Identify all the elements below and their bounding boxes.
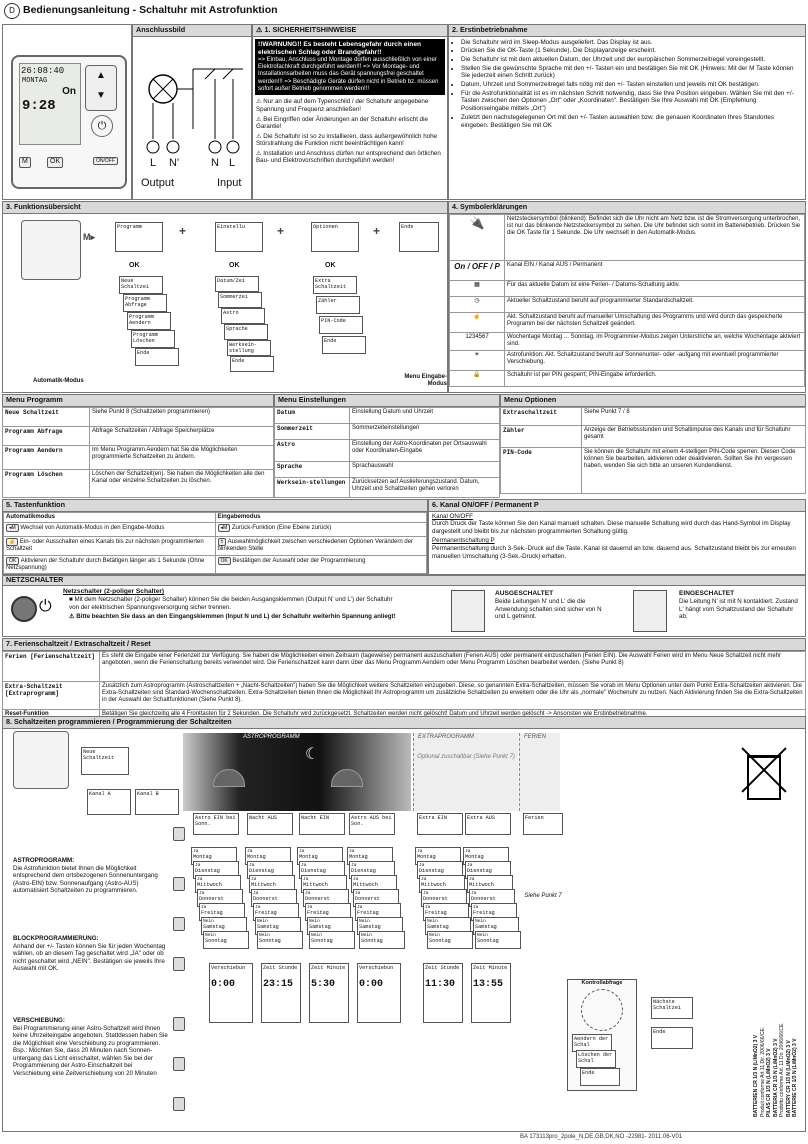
day-name: Sonntag bbox=[361, 938, 383, 945]
menu-optionen[interactable]: Optionen bbox=[311, 222, 359, 252]
loeschen-box[interactable]: Löschen der Schal bbox=[576, 1050, 616, 1068]
erst-list: • Die Schaltuhr wird im Sleep-Modus ausgeliefert. Das Display ist aus. • Drücken Sie die OK-Taste (1 Sekunde). Die Displayanzeige erscheint. • Die Schaltuhr ist mit dem aktuellen Datum, der Uhrzeit und der europäischen Sommerzeitregel voreingestellt. • Stellen Sie die gewünschte Sprache mit den +/- Tasten ein und bestätigen Sie mit OK (Hinweis: Mit der M Taste können Sie jederzeit einen Schritt zurück) • Datum, Uhrzeit und Sommerzeitregel falls nötig mit den +/- Tasten einstellen und jeweils mit OK bestätigen. • Für die Astrofunktionalität ist es im nächsten Schritt notwendig, dass Sie Ihre Position eingeben. Wählen Sie mit den +/- Tasten zwischen den Optionen „Ort" oder „Koordinaten". Bestätigen Sie Ihre Auswahl mit OK (Empfehlung Positionseingabe mittels „Ort") • Zuletzt den nachstegelegenen Ort mit den +/- Tasten auswahlen bzw. die genauen Koordinaten Ihres Standortes eingeben. Bestätigen Sie mit OK bbox=[449, 37, 805, 129]
kanal-text2: Permanentschaltung durch 3-Sek.-Druck auf die Taste. Kanal ist dauernd an bzw. dauernd aus. Schaltzustand bleibt bis zur erneuten manuellen Umschaltung (3-Sek.-Druck) erhalten. bbox=[432, 545, 796, 560]
block-head: BLOCKPROGRAMMIERUNG: bbox=[13, 935, 99, 942]
day-name: Donnerst bbox=[355, 896, 380, 903]
m-key-icon: ◂M bbox=[6, 524, 19, 532]
day-ja-label: Ja bbox=[349, 849, 355, 854]
day-ja-label: Nein bbox=[477, 933, 488, 938]
day-name: Sonntag bbox=[477, 938, 499, 945]
menu-einst-section: Menu Einstellungen Datum Einstellung Datum und Uhrzeit Sommerzeit Sommerzeiteinstellungen Astro Einstellung der Astro-Koordinaten per Ortsauswahl oder Koordinaten-Eingabe Sprache Sprachauswahl Werksein-stellungen Zurücksetzen auf Auslieferungszustand. Datum, Uhrzeit und Schaltzeiten gehen verloren bbox=[274, 394, 500, 498]
day-ja-label: Ja bbox=[425, 905, 431, 910]
day-box[interactable] bbox=[203, 931, 249, 949]
day-name: Samstag bbox=[257, 924, 279, 931]
day-name: Freitag bbox=[425, 910, 447, 917]
language-badge: D bbox=[4, 3, 20, 19]
day-name: Donnerst bbox=[253, 896, 278, 903]
day-name: Sonntag bbox=[205, 938, 227, 945]
astro-night-band bbox=[183, 733, 411, 811]
day-ja-label: Ja bbox=[197, 877, 203, 882]
astro-text: Die Astrofunktion bietet Ihnen die Möglichkeit entsprechend dem ortsbezogenen Sonnenuntergang (Astro-EIN) bzw. Sonnenaufgang (Astro-AUS) automatisiert Schaltzeiten zu programmieren. bbox=[13, 864, 158, 895]
battery-notes: BATTERIEN CR 1/3 N (LiMnO2) 3 V Produit conforme Art 11 Dir. 2006/66/CE. PILAS CR 1/3 N (LiMnO2) 3 V BATTERIA CR 1/3 N (LiMnO2) 3 V Prodotto conforme Art. 11 Dir. 2006/66/CE. BATTERY CR 1/3 N (LiMnO2) 3 V BATTERIE CR 1/3 N (LiMnO2) 3 V bbox=[753, 1022, 798, 1117]
kanal-b-box[interactable]: Kanal B bbox=[135, 789, 179, 815]
opt-item-2[interactable]: PIN-Code bbox=[319, 316, 363, 334]
day-ja-label: Ja bbox=[303, 877, 309, 882]
day-name: Sonntag bbox=[259, 938, 281, 945]
einst-item-1[interactable]: Sommerzei bbox=[218, 292, 262, 308]
power-icon: ⏻ bbox=[91, 115, 113, 137]
prog-item-4[interactable]: Ende bbox=[135, 348, 179, 366]
schaltzeiten-section bbox=[2, 716, 806, 1132]
opt-item-0[interactable]: Extra Schaltzeit bbox=[313, 276, 357, 294]
choice-astro-ein[interactable]: Astro EIN bei Sonn. bbox=[193, 813, 239, 835]
day-ja-label: Ja bbox=[251, 877, 257, 882]
netz-section: NETZSCHALTER ⏻ Netzschalter (2-poliger Schalter) ■ Mit dem Netzschalter (2-poliger Schalter) können Sie die beiden Ausgangsklemmen (Output N' und L') der Schaltuhr von der elektrischen Spannungsversorgung sicher trennen. ⚠ Bitte beachten Sie dass an den Eingangsklemmen (Input N und L) der Schaltuhr weiterhin Spannung anliegt! AUSGESCHALTET Beide Leitungen N' und L' die die Anwendung schalten sind sicher von N und L getrennt. EINGESCHALTET Die Leitung N' ist mit N kontaktiert. Zustand L' hängt vom Schaltzustand der Schaltuhr ab. bbox=[2, 575, 806, 637]
day-name: Mittwoch bbox=[251, 882, 276, 889]
astro-label: ASTROPROGRAMM bbox=[243, 734, 300, 740]
day-name: Samstag bbox=[427, 924, 449, 931]
day-name: Samstag bbox=[475, 924, 497, 931]
ferien-title: 7. Ferienschaltzeit / Extraschaltzeit / Reset bbox=[2, 638, 806, 651]
zeit-minute-box-1[interactable]: Zeit Minute 5:30 bbox=[309, 963, 349, 1023]
day-name: Freitag bbox=[473, 910, 495, 917]
day-ja-label: Nein bbox=[259, 933, 270, 938]
warning-triangle-icon: ⚠ bbox=[256, 25, 265, 34]
erst-title: 2. Erstinbetriebnahme bbox=[449, 25, 805, 37]
day-ja-label: Ja bbox=[419, 863, 425, 868]
kanal-a-box[interactable]: Kanal A bbox=[87, 789, 131, 815]
day-name: Mittwoch bbox=[197, 882, 222, 889]
day-box[interactable] bbox=[359, 931, 405, 949]
menu-programm[interactable]: Programm bbox=[115, 222, 163, 252]
day-ja-label: Ja bbox=[465, 849, 471, 854]
day-name: Dienstag bbox=[249, 868, 274, 875]
m-key-icon: ◂M bbox=[218, 524, 231, 532]
day-ja-label: Ja bbox=[299, 849, 305, 854]
day-ja-label: Nein bbox=[309, 919, 320, 924]
day-name: Montag bbox=[299, 854, 318, 861]
day-box[interactable] bbox=[427, 931, 473, 949]
kanal-text1: Durch Druck der Taste können Sie den Kanal manuell schalten. Diese manuelle Schaltung wird durch das Hand-Symbol im Display dargestellt und bleibt bis zur nächsten programmierten Schaltung gültig. bbox=[432, 520, 791, 535]
day-ja-label: Ja bbox=[253, 891, 259, 896]
day-ja-label: Ja bbox=[469, 877, 475, 882]
day-ja-label: Ja bbox=[199, 891, 205, 896]
day-ja-label: Nein bbox=[359, 919, 370, 924]
ferien-band bbox=[519, 733, 560, 811]
day-ja-label: Nein bbox=[475, 919, 486, 924]
weee-bin-icon bbox=[733, 739, 793, 809]
day-name: Mittwoch bbox=[353, 882, 378, 889]
day-ja-label: Ja bbox=[473, 905, 479, 910]
netz-warn: Bitte beachten Sie dass an den Eingangsklemmen (Input N und L) der Schaltuhr weiterhin Spannung anliegt! bbox=[76, 613, 396, 621]
day-ja-label: Ja bbox=[301, 863, 307, 868]
day-ja-label: Ja bbox=[351, 863, 357, 868]
day-box[interactable] bbox=[475, 931, 521, 949]
day-ja-label: Ja bbox=[193, 849, 199, 854]
power-symbol-icon: ⏻ bbox=[39, 598, 52, 615]
day-ja-label: Ja bbox=[355, 891, 361, 896]
choice-extra-ein[interactable]: Extra EIN bbox=[417, 813, 463, 835]
day-name: Donnerst bbox=[305, 896, 330, 903]
zeit-stunde-box-1[interactable]: Zeit Stunde 23:15 bbox=[261, 963, 301, 1023]
label-input: Input bbox=[217, 177, 242, 189]
on-off-p-icon: On / OFF / P bbox=[450, 260, 505, 280]
day-name: Donnerst bbox=[199, 896, 224, 903]
ende-box[interactable]: Ende bbox=[580, 1068, 620, 1086]
anschluss-section bbox=[132, 24, 252, 200]
zeit-minute-box-2[interactable]: Zeit Minute 13:55 bbox=[471, 963, 511, 1023]
day-ja-label: Ja bbox=[471, 891, 477, 896]
day-ja-label: Nein bbox=[427, 919, 438, 924]
day-name: Sonntag bbox=[311, 938, 333, 945]
day-ja-label: Nein bbox=[429, 933, 440, 938]
day-ja-label: Ja bbox=[423, 891, 429, 896]
ferien-label: FERIEN bbox=[524, 734, 547, 740]
day-name: Montag bbox=[417, 854, 436, 861]
day-name: Donnerst bbox=[423, 896, 448, 903]
prog-item-3[interactable]: Programm Löschen bbox=[131, 330, 175, 348]
day-ja-label: Nein bbox=[361, 933, 372, 938]
safety-warning: !!WARNUNG!! Es besteht Lebensgefahr durch einen elektrischen Schlag oder Brandgefahr!! => Einbau, Anschluss und Montage dürfen ausschließlich von einer Elektrofachkraft durchgeführt werden!!! => Vor Montage- und Installationsarbeiten muss das Gerät spannungsfrei geschaltet werden!!! => Beschädigte Geräte dürfen nicht in Betrieb bz. müssen sofort außer Betrieb genommen werden!!! bbox=[255, 39, 445, 96]
versch-head: VERSCHIEBUNG: bbox=[13, 1017, 65, 1024]
day-name: Mittwoch bbox=[421, 882, 446, 889]
day-name: Freitag bbox=[357, 910, 379, 917]
menu-programm-section: Menu Programm Neue Schaltzeit Siehe Punkt 8 (Schaltzeiten programmieren) Programm Abfrage Abfrage Schaltzeiten / Abfrage Speicherplätze Programm Aendern Im Menu Programm Aendern hat Sie die Möglichkeiten programmierte Schaltzeiten zu ändern. Programm Löschen Löschen der Schaltzeit(en). Sie haben die Möglichkeiten alle den Kanal oder einzelne Schaltzeiten zu löschen. bbox=[2, 394, 274, 498]
up-down-buttons[interactable]: ▲ ▼ bbox=[85, 65, 117, 111]
ok-label-2: OK bbox=[229, 262, 240, 269]
einst-item-4[interactable]: Werksein-stellung bbox=[227, 340, 271, 356]
verschiebung-box-2[interactable]: Verschiebun 0:00 bbox=[357, 963, 401, 1023]
opt-item-3[interactable]: Ende bbox=[322, 336, 366, 354]
ein-text: Die Leitung N' ist mit N kontaktiert. Zustand L' hängt vom Schaltzustand der Schaltuhr ab. bbox=[679, 598, 798, 621]
naechste-box[interactable]: Nächste Schaltzei bbox=[651, 997, 693, 1019]
day-name: Dienstag bbox=[467, 868, 492, 875]
display-month: MONTAG bbox=[22, 76, 48, 85]
netz-head: Netzschalter (2-poliger Schalter) bbox=[63, 588, 165, 595]
day-ja-label: Ja bbox=[421, 877, 427, 882]
versch-text: Bei Programmierung einer Astro-Schaltzeit wird Ihnen keine Uhrzeiteingabe angeboten. Stattdessen haben Sie die Möglichkeit eine Verschiebung zu programmieren. Bsp.: Möchten Sie, dass 20 Minuten nach Sonnen-untergang das Licht einschaltet, wählen Sie bei der Programmierung der Astro-Einschaltzeit bei Verschiebung eine Zeitverschiebung von 20 Minuten bbox=[13, 1024, 168, 1077]
opt-item-1[interactable]: Zähler bbox=[316, 296, 360, 314]
funktion-title: 3. Funktionsübersicht bbox=[3, 202, 447, 214]
menu-ende[interactable]: Ende bbox=[399, 222, 439, 252]
choice-extra-aus[interactable]: Extra AUS bbox=[465, 813, 511, 835]
day-box[interactable] bbox=[257, 931, 303, 949]
day-ja-label: Ja bbox=[353, 877, 359, 882]
day-ja-label: Ja bbox=[305, 891, 311, 896]
day-ja-label: Nein bbox=[257, 919, 268, 924]
ein-title: EINGESCHALTET bbox=[679, 590, 735, 597]
menu-opt-section: Menu Optionen Extraschaltzeit Siehe Punkt 7 / 8 Zähler Anzeige der Betriebsstunden und Schaltimpulse des Kanals und für Schaltuhr gesamt PIN-Code Sie können die Schaltuhr mit einem 4-stelligen PIN-Code sperren. Diesen Code können Sie bearbeiten, aktivieren oder deaktivieren. Sollten Sie ihn vergessen haben, wenden Sie sich bitte an unseren Kundendienst. bbox=[500, 394, 806, 498]
kanal-title: 6. Kanal ON/OFF / Permanent P bbox=[429, 500, 805, 512]
key-icon bbox=[173, 827, 185, 841]
key-icon bbox=[173, 1017, 185, 1031]
menu-opt-title: Menu Optionen bbox=[500, 394, 806, 407]
schaltzeiten-title: 8. Schaltzeiten programmieren / Programmierung der Schaltzeiten bbox=[3, 717, 805, 729]
clock-dial-icon bbox=[581, 989, 623, 1031]
power-switch-icon bbox=[11, 596, 37, 622]
choice-ferien[interactable]: Ferien bbox=[523, 813, 563, 835]
day-ja-label: Nein bbox=[203, 919, 214, 924]
moon-icon: ☾ bbox=[305, 746, 320, 763]
plug-icon: 🔌 bbox=[450, 214, 505, 260]
day-name: Dienstag bbox=[351, 868, 376, 875]
on-off-button[interactable]: ON/OFF bbox=[93, 157, 118, 165]
einst-item-3[interactable]: Sprache bbox=[224, 324, 268, 340]
tasten-title: 5. Tastenfunktion bbox=[3, 500, 427, 512]
day-name: Donnerst bbox=[471, 896, 496, 903]
plus-minus-key-icon: ± bbox=[218, 538, 227, 546]
day-name: Freitag bbox=[201, 910, 223, 917]
erst-section bbox=[448, 24, 806, 200]
symbole-title: 4. Symbolerklärungen bbox=[449, 202, 805, 214]
page-title: Bedienungsanleitung - Schaltuhr mit Astrofunktion bbox=[23, 4, 278, 16]
zeit-stunde-box-2[interactable]: Zeit Stunde 11:30 bbox=[423, 963, 463, 1023]
day-ja-label: Ja bbox=[307, 905, 313, 910]
day-ja-label: Ja bbox=[201, 905, 207, 910]
day-name: Freitag bbox=[255, 910, 277, 917]
safety-list: ⚠ Nur an die auf dem Typenschild / der Schaltuhr angegebene Spannung und Frequenz anschließen! ⚠ Bei Eingriffen oder Änderungen an der Schaltuhr erlischt die Garantie! ⚠ Die Schaltuhr ist so zu installieren, dass außergewöhnlich hohe Störstrahlung die Funktion nicht beeinträchtigen kann! ⚠ Installation und Anschluss dürfen nur entsprechend den örtlichen Bau- und Elektrovorschriften durchgeführt werden! bbox=[256, 98, 441, 165]
switch-on-illustration bbox=[633, 590, 667, 632]
back-button[interactable]: M bbox=[19, 157, 31, 168]
day-name: Freitag bbox=[307, 910, 329, 917]
doc-header bbox=[4, 3, 804, 19]
anschluss-title: Anschlussbild bbox=[133, 25, 251, 37]
key-icon bbox=[173, 877, 185, 891]
symbol-table: 🔌 Netzsteckersymbol (blinkend): Befindet sich die Uhr nicht am Netz bzw. ist die Stromversorgung unterbrochen, ist nur das blinkende Netzsteckersymbol zu sehen. Die Uhr befindet sich somit im Batteriebetrieb. Drücken Sie die OK Taste für 1 Sekunde. Die Uhr wechselt in den Automatik-Modus. On / OFF / P Kanal EIN / Kanal AUS / Permanent ▦ Für das aktuelle Datum ist eine Ferien- / Datums-Schaltung aktiv. ◷ Aktueller Schaltzustand beruht auf programmierter Standardschaltzeit. ☝ Akt. Schaltzustand beruht auf manueller Umschaltung des Programms und wird durch das gespeicherte Programm bei der nächsten Schaltzeit geändert. 1234567 Wochentage Montag ... Sonntag, im Programmier-Modus zeigen Unterstriche an, welche Wochentage aktiviert sind. ☀ Astrofunktion: Akt. Schaltzustand beruht auf Sonnenunter- oder -aufgang mit eventuell programmierter Verschiebung. 🔒 Schaltuhr ist per PIN gesperrt; PIN-Eingabe erforderlich. bbox=[449, 214, 805, 387]
hand-key-icon: ☝ bbox=[6, 538, 18, 546]
display-time-big: 9:28 bbox=[22, 97, 56, 114]
device-display bbox=[19, 63, 81, 145]
menu-einstellungen[interactable]: Einstellu bbox=[215, 222, 263, 252]
ferien-section: 7. Ferienschaltzeit / Extraschaltzeit / Reset Ferien [Ferienschaltzeit] Es steht die Eingabe einer Ferienzeit zur Verfügung. Sie haben die Möglichkeiten einen Zeitraum (tageweise) permanent auszuschalten (Ferien AUS) oder permanent einzuschalten (Ferien EIN). Die Auswahl Ferien wird im Menu Neue Schaltzeit nicht mehr angeboten, wenn die Ferienschaltung bereits verwendet wird. Die Ferienschaltzeit kann dann über das Menu Programm Aendern oder Menu Programm Löschen bearbeitet werden. (Siehe Punkt 8) Extra-Schaltzeit [Extraprogramm] Zusätzlich zum Astroprogramm (Astroschaltzeiten + „Nacht-Schaltzeiten") haben Sie die Möglichkeit weitere Schaltzeiten einzugeben. Diese, so genannten Extra-Schaltzeiten, müssen Sie vorab im Menu Optionen unter dem Punkt Extra-Schaltzeiten aktivieren. Die Extra-Schaltzeiten sind Standard-Wochenschaltzeiten. Extra-Schaltzeiten bieten Ihnen die Möglichkeit Ihr Astroprogramm um zusätzliche Schaltzeiten zu erweitern oder die Uhr als „normale" Wochenuhr zu nutzen. Nach Aktivierung finden Sie die Extra-Schaltzeiten in der Auswahl der Schaltfunktionen (Siehe Punkt 8). Reset-Funktion Betätigen Sie gleichzeitig alle 4 Fronttasten für 2 Sekunden. Die Schaltuhr wird zurückgesetzt. Schaltzeiten werden nicht gelöscht! Datum und Uhrzeit werden gelöscht -> Ansonsten wie Erstinbetriebnahme. bbox=[2, 638, 806, 716]
day-ja-label: Ja bbox=[467, 863, 473, 868]
prog-item-1[interactable]: Programm Abfrage bbox=[123, 294, 167, 312]
day-ja-label: Nein bbox=[311, 933, 322, 938]
kontroll-box bbox=[567, 979, 637, 1091]
key-icon bbox=[173, 957, 185, 971]
label-n-out: N' bbox=[169, 157, 180, 169]
day-name: Mittwoch bbox=[469, 882, 494, 889]
clock-icon: ◷ bbox=[450, 296, 505, 312]
day-name: Dienstag bbox=[195, 868, 220, 875]
aendern-box[interactable]: Aendern der Schal bbox=[572, 1034, 612, 1052]
label-l-out: L bbox=[150, 157, 157, 169]
netz-title: NETZSCHALTER bbox=[3, 576, 805, 586]
ok-key-icon: OK bbox=[218, 557, 231, 565]
switch-off-illustration bbox=[451, 590, 485, 632]
day-name: Samstag bbox=[203, 924, 225, 931]
doc-footer: BA 173113pro_2pole_N,DE,GB,DK,NO -22981- 2011.06-V01 bbox=[520, 1134, 683, 1140]
mini-device-2 bbox=[13, 731, 69, 789]
device-illustration bbox=[2, 24, 132, 200]
label-n-in: N bbox=[211, 157, 219, 169]
key-icon bbox=[173, 1057, 185, 1071]
mini-device bbox=[21, 220, 81, 280]
calendar-icon: ▦ bbox=[450, 280, 505, 296]
ok-label-1: OK bbox=[129, 262, 140, 269]
einst-item-5[interactable]: Ende bbox=[230, 356, 274, 372]
menu-programm-title: Menu Programm bbox=[2, 394, 274, 407]
kanal-section bbox=[428, 499, 806, 575]
lock-icon: 🔒 bbox=[450, 370, 505, 386]
day-ja-label: Ja bbox=[357, 905, 363, 910]
extra-label: EXTRAPROGRAMM bbox=[418, 734, 475, 740]
einst-item-0[interactable]: Datum/Zei bbox=[215, 276, 259, 292]
choice-nacht-ein[interactable]: Nacht EIN bbox=[299, 813, 345, 835]
netz-text: Mit dem Netzschalter (2-poliger Schalter) können Sie die beiden Ausgangsklemmen (Output N' und L') der Schaltuhr von der elektrischen Spannungsversorgung sicher trennen. bbox=[69, 596, 393, 611]
ende-box-2[interactable]: Ende bbox=[651, 1027, 693, 1049]
day-ja-label: Nein bbox=[205, 933, 216, 938]
kanal-sub1: Kanal ON/OFF bbox=[432, 512, 473, 520]
funktion-section: 3. Funktionsübersicht M▸ Programm + Einstellu + Optionen + Ende OK OK OK Neue Schaltzei Programm Abfrage Programm Aendern Programm Löschen Ende Datum/Zei Sommerzei Astro Sprache Werksein-stellung Ende Extra Schaltzeit Zähler PIN-Code Ende Automatik-Modus Menu Eingabe-Modus bbox=[2, 201, 448, 393]
safety-section bbox=[252, 24, 448, 200]
day-name: Montag bbox=[193, 854, 212, 861]
day-name: Dienstag bbox=[301, 868, 326, 875]
prog-item-2[interactable]: Programm Aendern bbox=[127, 312, 171, 330]
weekdays-icon: 1234567 bbox=[450, 332, 505, 350]
ok-key-icon: OK bbox=[6, 557, 19, 565]
sun-icon: ☀ bbox=[450, 350, 505, 370]
day-name: Samstag bbox=[309, 924, 331, 931]
verschiebung-box-1[interactable]: Verschiebun 0:00 bbox=[209, 963, 253, 1023]
day-name: Mittwoch bbox=[303, 882, 328, 889]
menu-mode-label: Menu Eingabe-Modus bbox=[404, 374, 447, 388]
tasten-section: 5. Tastenfunktion Automatikmodus Eingabemodus ◂M Wechsel von Automatik-Modus in den Eingabe-Modus ◂M Zurück-Funktion (Eine Ebene zurück) ☝ Ein- oder Ausschalten eines Kanals bis zur nächsten programmierten Schaltzeit ± Auswahlmöglichkeit zwischen verschiedenen Optionen Verändern der blinkenden Stelle OK Aktivieren der Schaltuhr durch Betätigen länger als 1 Sekunde (Ohne Netzspannung) OK Bestätigen der Auswahl oder der Programmierung bbox=[2, 499, 428, 575]
einst-item-2[interactable]: Astro bbox=[221, 308, 265, 324]
kanal-sub2: Permanentschaltung P bbox=[432, 537, 495, 545]
day-ja-label: Ja bbox=[255, 905, 261, 910]
day-ja-label: Ja bbox=[195, 863, 201, 868]
key-icon bbox=[173, 1097, 185, 1111]
astro-head: ASTROPROGRAMM: bbox=[13, 857, 75, 864]
hand-icon: ☝ bbox=[450, 312, 505, 332]
aus-title: AUSGESCHALTET bbox=[495, 590, 554, 597]
day-name: Dienstag bbox=[419, 868, 444, 875]
label-l-in: L bbox=[229, 157, 236, 169]
day-ja-label: Ja bbox=[249, 863, 255, 868]
display-time-top: 26:08:40 bbox=[21, 66, 65, 76]
prog-item-0[interactable]: Neue Schaltzei bbox=[119, 276, 163, 294]
extra-band bbox=[413, 733, 518, 811]
menu-einst-title: Menu Einstellungen bbox=[274, 394, 500, 407]
day-ja-label: Ja bbox=[417, 849, 423, 854]
neue-schaltzeit-box[interactable]: Neue Schaltzeit bbox=[81, 747, 129, 775]
choice-astro-aus[interactable]: Astro AUS bei Son. bbox=[349, 813, 395, 835]
key-icon bbox=[173, 917, 185, 931]
choice-nacht-aus[interactable]: Nacht AUS bbox=[247, 813, 293, 835]
day-ja-label: Ja bbox=[247, 849, 253, 854]
day-name: Montag bbox=[465, 854, 484, 861]
display-on: On bbox=[62, 85, 76, 97]
auto-mode-label: Automatik-Modus bbox=[33, 378, 84, 384]
aus-text: Beide Leitungen N' und L' die die Anwendung schalten sind sicher von N und L getrennt. bbox=[495, 598, 602, 621]
safety-title: ⚠ 1. SICHERHEITSHINWEISE bbox=[253, 25, 447, 37]
arrow-m: M▸ bbox=[83, 232, 96, 242]
block-text: Anhand der +/- Tasten können Sie für jeden Wochentag wählen, ob an diesem Tag geschaltet wird „JA" oder ob nicht geschaltet wird „NEIN". Bestätigen sie jeweils Ihre Auswahl mit OK. bbox=[13, 942, 166, 973]
siehe7-label: Siehe Punkt 7 bbox=[524, 893, 562, 899]
lamp-icon-2 bbox=[331, 769, 363, 787]
day-name: Montag bbox=[349, 854, 368, 861]
kontroll-label: Kontrollabfrage bbox=[581, 980, 623, 986]
day-box[interactable] bbox=[309, 931, 355, 949]
ok-button[interactable]: OK bbox=[47, 157, 63, 168]
day-name: Samstag bbox=[359, 924, 381, 931]
symbole-section bbox=[448, 201, 806, 393]
lamp-icon-1 bbox=[213, 769, 245, 787]
day-name: Sonntag bbox=[429, 938, 451, 945]
optional-label: Optional zuschaltbar (Siehe Punkt 7) bbox=[417, 754, 515, 761]
label-output: Output bbox=[141, 177, 175, 189]
ok-label-3: OK bbox=[325, 262, 336, 269]
day-name: Montag bbox=[247, 854, 266, 861]
